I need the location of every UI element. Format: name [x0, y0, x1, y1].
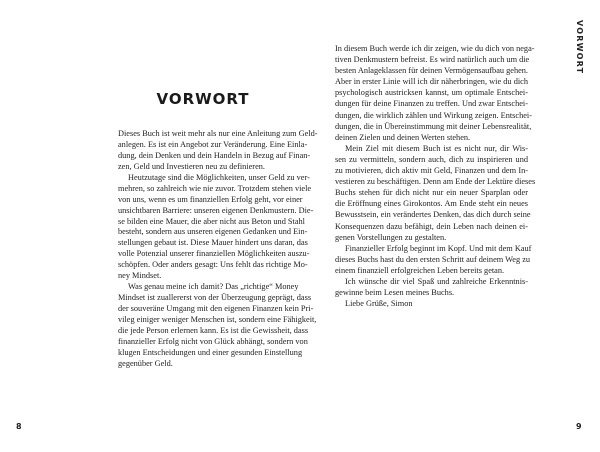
text-line: Finanzieller Erfolg beginnt im Kopf. Und mit dem Kauf: [345, 243, 532, 253]
text-line: dungen, die in Übereinstimmung mit deiner Lebensrealität,: [335, 121, 532, 131]
text-line: Ich wünsche dir viel Spaß und zahlreiche Erkenntnis-: [345, 276, 528, 286]
page-number-right: 9: [576, 422, 582, 431]
text-line: besteht, sondern aus unseren eigenen Gedanken und Ein-: [118, 227, 308, 237]
text-line: se bilden eine Mauer, die aber nicht aus Beton und Stahl: [118, 216, 305, 226]
right-body-text: [335, 43, 536, 309]
text-line: Bewusstsein, ein verändertes Denken, das dich durch seine: [335, 210, 531, 220]
text-line: schöpfen. Oder anders gesagt: Uns fehlt das richtige Mo-: [118, 260, 308, 270]
text-line: besten Anlageklassen für deinen Vermögensaufbau gehen.: [335, 66, 528, 76]
text-line: Was genau meine ich damit? Das „richtige“ Money: [128, 282, 299, 292]
text-line: Buchs stehen für dich nicht nur ein neuer Sparplan oder: [335, 188, 528, 198]
text-line: der souveräne Umgang mit den eigenen Finanzen kein Pri-: [118, 304, 314, 313]
text-line: vileg einiger weniger Menschen ist, sondern eine Fähigkeit,: [118, 314, 317, 324]
text-line: mehren, so zahlreich wie nie zuvor. Trotzdem stehen viele: [118, 183, 312, 193]
text-line: volle Potenzial unserer finanziellen Möglichkeiten auszu-: [118, 249, 310, 259]
text-line: zen, Geld und Investieren neu zu definieren.: [118, 161, 265, 171]
text-line: klugen Entscheidungen und einer gesunden Einstellung: [118, 347, 303, 357]
text-line: vestieren zu beschäftigen. Denn am Ende der Lektüre dieses: [335, 177, 536, 187]
text-line: dungen für deine Finanzen zu treffen. Und zwar Entschei-: [335, 99, 528, 109]
text-line: sen zu vermitteln, sondern auch, dich zu inspirieren und: [335, 154, 528, 164]
text-line: gewinne beim Lesen meines Buchs.: [335, 288, 455, 298]
running-head: VORWORT: [575, 20, 584, 75]
text-line: Mein Ziel mit diesem Buch ist es nicht nur, dir Wis-: [345, 143, 528, 153]
text-line: In diesem Buch werde ich dir zeigen, wie du dich von nega-: [335, 44, 535, 53]
text-line: ney Mindset.: [118, 271, 162, 281]
text-line: deinen Zielen und deinen Werten stehen.: [335, 132, 471, 142]
text-line: Liebe Grüße, Simon: [345, 299, 413, 309]
text-line: dieses Buchs hast du den ersten Schritt auf deinem Weg zu: [335, 254, 531, 264]
text-line: zu motivieren, dich aktiv mit Geld, Finanzen und dem In-: [335, 166, 528, 176]
left-body-text: [118, 129, 318, 370]
text-line: dungen, die wirklich zählen und Wirkung zeigen. Entschei-: [335, 110, 532, 120]
text-line: die Eröffnung eines Girokontos. Am Ende steht ein neues: [335, 199, 528, 209]
text-line: psychologisch austricksen kannst, um optimale Entschei-: [335, 88, 528, 98]
text-line: die jede Person erlernen kann. Es ist die Gewissheit, dass: [118, 325, 309, 335]
text-line: Heutzutage sind die Möglichkeiten, unser Geld zu ver-: [128, 172, 310, 182]
text-line: tiven Denkmustern befreist. Es wird natürlich auch um die: [335, 55, 530, 65]
chapter-title: VORWORT: [156, 90, 250, 108]
text-line: Konsequenzen dazu befähigt, dein Leben nach deinen ei-: [335, 221, 528, 231]
text-line: von uns, wenn es um finanziellen Erfolg geht, vor einer: [118, 194, 303, 204]
text-line: Aber in erster Linie will ich dir näherbringen, wie du dich: [335, 77, 528, 87]
text-line: einem finanziell erfolgreichen Leben bereits getan.: [335, 265, 505, 275]
text-line: unsichtbaren Barriere: unseren eigenen Denkmustern. Die-: [118, 205, 314, 215]
text-line: stellungen gebaut ist. Diese Mauer hindert uns daran, das: [118, 238, 308, 248]
text-line: Mindset ist zuallererst von der Überzeugung geprägt, dass: [118, 293, 312, 303]
text-line: finanzieller Erfolg nicht von Glück abhängt, sondern von: [118, 336, 308, 346]
page-number-left: 8: [16, 422, 22, 431]
text-line: genen Vorstellungen zu gestalten.: [335, 232, 447, 242]
text-line: anlegen. Es ist ein Angebot zur Veränderung. Eine Einla-: [118, 139, 308, 149]
text-line: dung, dein Denken und dein Handeln in Bezug auf Finan-: [118, 150, 311, 160]
text-line: Dieses Buch ist weit mehr als nur eine Anleitung zum Geld-: [118, 129, 318, 138]
text-line: gegenüber Geld.: [118, 358, 173, 368]
right-page: [300, 0, 600, 452]
